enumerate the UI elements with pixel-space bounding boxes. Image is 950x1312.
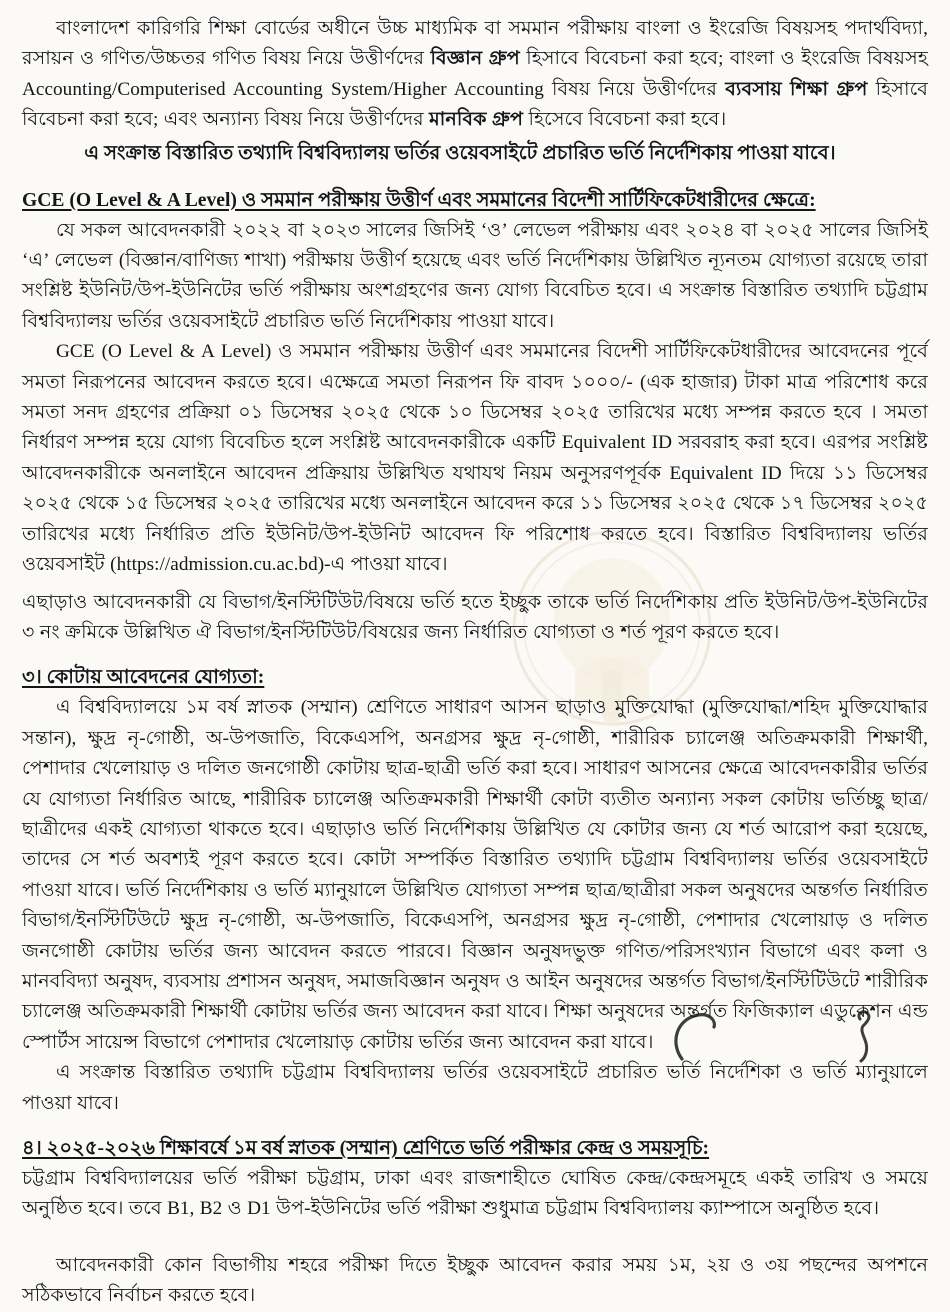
paragraph-equivalence-process: GCE (O Level & A Level) ও সমমান পরীক্ষায় উত্তীর্ণ এবং সমমানের বিদেশী সার্টিফিকেটধারীদের আবেদনের পূর্বে সমতা নিরূপনের আবেদন করতে হবে। এক্ষেত্রে সমতা নিরূপন ফি বাবদ ১০০০/- (এক হাজার) টাকা মাত্র পরিশোধ করে সমতা সনদ গ্রহণের প্রক্রিয়া ০১ ডিসেম্বর ২০২৫ থেকে ১০ ডিসেম্বর ২০২৫ তারিখের মধ্যে সম্পন্ন করতে হবে । সমতা নির্ধারণ সম্পন্ন হয়ে যোগ্য বিবেচিত হলে সংশ্লিষ্ট আবেদনকারীকে একটি Equivalent ID সরবরাহ করা হবে। এরপর সংশ্লিষ্ট আবেদনকারীকে অনলাইনে আবেদন প্রক্রিয়ায় উল্লিখিত যথাযথ নিয়ম অনুসরণপূর্বক Equivalent ID দিয়ে ১১ ডিসেম্বর ২০২৫ থেকে ১৫ ডিসেম্বর ২০২৫ তারিখের মধ্যে অনলাইনে আবেদন করে ১১ ডিসেম্বর ২০২৫ থেকে ১৭ ডিসেম্বর ২০২৫ তারিখের মধ্যে নির্ধারিত প্রতি ইউনিট/উপ-ইউনিট আবেদন ফি পরিশোধ করতে হবে। বিস্তারিত বিশ্ববিদ্যালয় ভর্তির ওয়েবসাইট (https://admission.cu.ac.bd)-এ পাওয়া যাবে। [22, 341, 928, 576]
heading-gce-equivalent: GCE (O Level & A Level) ও সমমান পরীক্ষায় উত্তীর্ণ এবং সমমানের বিদেশী সার্টিফিকেটধারীদের ক্ষেত্রে: [22, 189, 816, 211]
paragraph-department-conditions: এছাড়াও আবেদনকারী যে বিভাগ/ইনস্টিটিউট/বিষয়ে ভর্তি হতে ইচ্ছুক তাকে ভর্তি নির্দেশিকায় প্রতি ইউনিট/উপ-ইউনিটের ৩ নং ক্রমিকে উল্লিখিত ঐ বিভাগ/ইনস্টিটিউট/বিষয়ের জন্য নির্ধারিত যোগ্যতা ও শর্ত পূরণ করতে হবে। [22, 591, 928, 643]
science-group-label: বিজ্ঞান গ্রুপ [430, 48, 520, 70]
heading-exam-centers-schedule: ৪। ২০২৫-২০২৬ শিক্ষাবর্ষে ১ম বর্ষ স্নাতক (সম্মান) শ্রেণিতে ভর্তি পরীক্ষার কেন্দ্র ও সময়সূচি: [22, 1138, 710, 1159]
paragraph-gce-eligibility: যে সকল আবেদনকারী ২০২২ বা ২০২৩ সালের জিসিই ‘ও’ লেভেল পরীক্ষায় এবং ২০২৪ বা ২০২৫ সালের জিসিই ‘এ’ লেভেল (বিজ্ঞান/বাণিজ্য শাখা) পরীক্ষায় উত্তীর্ণ হয়েছে এবং ভর্তি নির্দেশিকায় উল্লিখিত ন্যূনতম যোগ্যতা রয়েছে তারা সংশ্লিষ্ট ইউনিট/উপ-ইউনিটের ভর্তি পরীক্ষায় অংশগ্রহণের জন্য যোগ্য বিবেচিত হবে। এ সংক্রান্ত বিস্তারিত তথ্যাদি চট্টগ্রাম বিশ্ববিদ্যালয় ভর্তির ওয়েবসাইটে প্রচারিত ভর্তি নির্দেশিকায় পাওয়া যাবে। [22, 219, 928, 332]
para1-run-2: হিসাবে বিবেচনা করা হবে; বাংলা ও ইংরেজি বিষয়সহ Accounting/Computerised Accounting System/Higher Accounting বিষয় নিয়ে উত্তীর্ণদের [22, 48, 928, 100]
paragraph-quota-details: এ বিশ্ববিদ্যালয়ে ১ম বর্ষ স্নাতক (সম্মান) শ্রেণিতে সাধারণ আসন ছাড়াও মুক্তিযোদ্ধা (মুক্তিযোদ্ধা/শহিদ মুক্তিযোদ্ধার সন্তান), ক্ষুদ্র নৃ-গোষ্ঠী, অ-উপজাতি, বিকেএসপি, অনগ্রসর ক্ষুদ্র নৃ-গোষ্ঠী, শারীরিক চ্যালেঞ্জ অতিক্রমকারী শিক্ষার্থী, পেশাদার খেলোয়াড় ও দলিত জনগোষ্ঠী কোটায় ছাত্র-ছাত্রী ভর্তি করা হবে। সাধারণ আসনের ক্ষেত্রে আবেদনকারীর ভর্তির যে যোগ্যতা নির্ধারিত আছে, শারীরিক চ্যালেঞ্জ অতিক্রমকারী শিক্ষার্থী কোটা ব্যতীত অন্যান্য সকল কোটায় ভর্তিচ্ছু ছাত্র/ছাত্রীদের একই যোগ্যতা থাকতে হবে। এছাড়াও ভর্তি নির্দেশিকায় উল্লিখিত যে কোটার জন্য যে শর্ত আরোপ করা হয়েছে, তাদের সে শর্ত অবশ্যই পূরণ করতে হবে। কোটা সম্পর্কিত বিস্তারিত তথ্যাদি চট্টগ্রাম বিশ্ববিদ্যালয় ভর্তির ওয়েবসাইটে পাওয়া যাবে। ভর্তি নির্দেশিকায় ও ভর্তি ম্যানুয়ালে উল্লিখিত যোগ্যতা সম্পন্ন ছাত্র/ছাত্রীরা সকল অনুষদের অন্তর্গত নির্ধারিত বিভাগ/ইনস্টিটিউটে ক্ষুদ্র নৃ-গোষ্ঠী, অ-উপজাতি, বিকেএসপি, অনগ্রসর ক্ষুদ্র নৃ-গোষ্ঠী, পেশাদার খেলোয়াড় ও দলিত জনগোষ্ঠী কোটায় ভর্তির জন্য আবেদন করতে পারবে। বিজ্ঞান অনুষদভুক্ত গণিত/পরিসংখ্যান বিভাগে এবং কলা ও মানববিদ্যা অনুষদ, ব্যবসায় প্রশাসন অনুষদ, সমাজবিজ্ঞান অনুষদ ও আইন অনুষদের অন্তর্গত বিভাগ/ইনস্টিটিউটে শারীরিক চ্যালেঞ্জ অতিক্রমকারী শিক্ষার্থী কোটায় ভর্তির জন্য আবেদন করা যাবে। শিক্ষা অনুষদের অন্তর্গত ফিজিক্যাল এডুকেশন এন্ড স্পোর্টস সায়েন্স বিভাগে পেশাদার খেলোয়াড় কোটায় ভর্তির জন্য আবেদন করা যাবে। [22, 697, 928, 1053]
paragraph-quota-reference: এ সংক্রান্ত বিস্তারিত তথ্যাদি চট্টগ্রাম বিশ্ববিদ্যালয় ভর্তির ওয়েবসাইটে প্রচারিত ভর্তি নির্দেশিকা ও ভর্তি ম্যানুয়ালে পাওয়া যাবে। [22, 1062, 928, 1114]
heading-quota-eligibility: ৩। কোটায় আবেদনের যোগ্যতা: [22, 667, 265, 689]
paragraph-group-classification [22, 14, 928, 136]
paragraph-exam-centers: চট্টগ্রাম বিশ্ববিদ্যালয়ের ভর্তি পরীক্ষা চট্টগ্রাম, ঢাকা এবং রাজশাহীতে ঘোষিত কেন্দ্র/কেন্দ্রসমূহে একই তারিখ ও সময়ে অনুষ্ঠিত হবে। তবে B1, B2 ও D1 উপ-ইউনিটের ভর্তি পরীক্ষা শুধুমাত্র চট্টগ্রাম বিশ্ববিদ্যালয় ক্যাম্পাসে অনুষ্ঠিত হবে। [22, 1168, 928, 1220]
business-studies-group-label: ব্যবসায় শিক্ষা গ্রুপ [725, 78, 868, 100]
para1-run-4: হিসেবে বিবেচনা করা হবে। [523, 109, 727, 131]
para1-run-3: হিসাবে বিবেচনা করা হবে; এবং অন্যান্য বিষয় নিয়ে উত্তীর্ণদের [22, 78, 929, 131]
humanities-group-label: মানবিক গ্রুপ [429, 109, 524, 131]
paragraph-center-preference: আবেদনকারী কোন বিভাগীয় শহরে পরীক্ষা দিতে ইচ্ছুক আবেদন করার সময় ১ম, ২য় ও ৩য় পছন্দের অপশনে সঠিকভাবে নির্বাচন করতে হবে। [22, 1254, 928, 1307]
para1-run-1: বাংলাদেশ কারিগরি শিক্ষা বোর্ডের অধীনে উচ্চ মাধ্যমিক বা সমমান পরীক্ষায় বাংলা ও ইংরেজি বিষয়সহ পদার্থবিদ্যা, রসায়ন ও গণিত/উচ্চতর গণিত বিষয় নিয়ে উত্তীর্ণদের [22, 18, 928, 70]
notice-line-admission-guide: এ সংক্রান্ত বিস্তারিত তথ্যাদি বিশ্ববিদ্যালয় ভর্তির ওয়েবসাইটে প্রচারিত ভর্তি নির্দেশিকায় পাওয়া যাবে। [84, 142, 836, 164]
